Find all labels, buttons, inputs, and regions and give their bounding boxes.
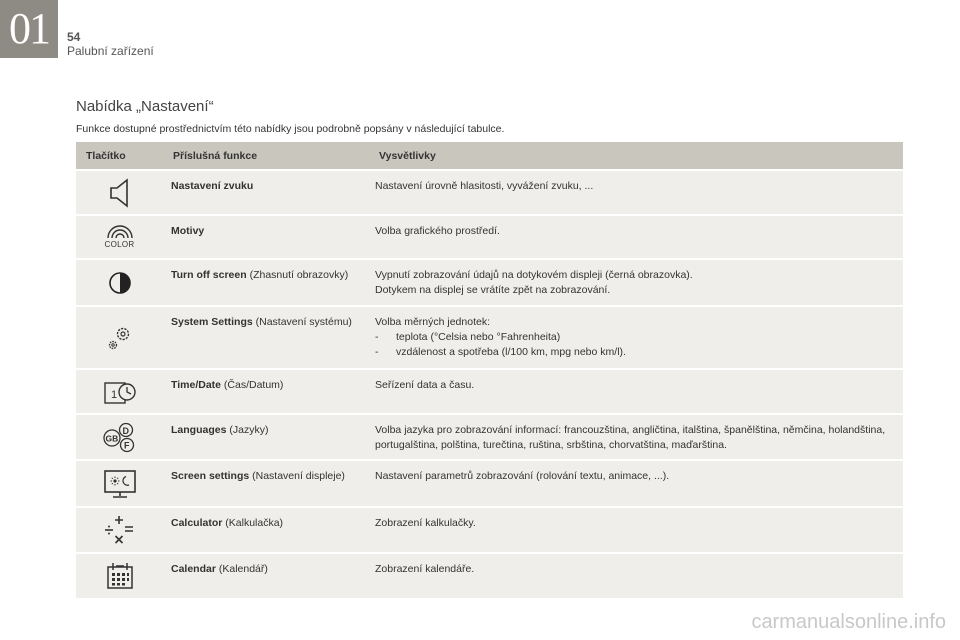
explanation-cell: Seřízení data a času. <box>369 369 903 414</box>
function-cell: Motivy <box>163 215 369 259</box>
explanation-cell: Nastavení úrovně hlasitosti, vyvážení zvuku, ... <box>369 170 903 215</box>
page-subtitle: Palubní zařízení <box>67 44 154 58</box>
header-explanation: Vysvětlivky <box>369 142 903 170</box>
function-cell: Nastavení zvuku <box>163 170 369 215</box>
header-button: Tlačítko <box>76 142 163 170</box>
function-cell: Calculator (Kalkulačka) <box>163 507 369 553</box>
table-row <box>76 460 903 507</box>
explanation-cell: Volba měrných jednotek: - teplota (°Celsia nebo °Fahrenheita) - vzdálenost a spotřeba (l/100 km, mpg nebo km/l). <box>369 306 903 369</box>
table-row <box>76 553 903 598</box>
table-row <box>76 414 903 460</box>
section-title: Nabídka „Nastavení“ <box>76 98 214 115</box>
watermark: carmanualsonline.info <box>751 611 946 633</box>
explanation-cell: Zobrazení kalkulačky. <box>369 507 903 553</box>
table-row <box>76 215 903 259</box>
half-circle-icon <box>76 259 163 306</box>
color-label: COLOR <box>104 239 135 249</box>
table-row <box>76 369 903 414</box>
calendar-icon <box>76 553 163 598</box>
list-item: - vzdálenost a spotřeba (l/100 km, mpg nebo km/l). <box>375 346 626 358</box>
explanation-cell: Volba grafického prostředí. <box>369 215 903 259</box>
languages-icon <box>76 414 163 460</box>
explanation-cell: Volba jazyka pro zobrazování informací: francouzština, angličtina, italština, španělština, němčina, holandština, portugalština, polština, turečtina, ruština, srbština, chorvatština, maďarština. <box>369 414 903 460</box>
svg-text:F: F <box>123 440 129 451</box>
table-row <box>76 507 903 553</box>
table-row <box>76 170 903 215</box>
svg-text:D: D <box>122 426 129 436</box>
svg-text:GB: GB <box>105 433 118 444</box>
screen-settings-icon <box>76 460 163 507</box>
function-cell: Time/Date (Čas/Datum) <box>163 369 369 414</box>
function-cell: Languages (Jazyky) <box>163 414 369 460</box>
function-cell: System Settings (Nastavení systému) <box>163 306 369 369</box>
color-theme-icon <box>76 215 163 259</box>
function-cell: Calendar (Kalendář) <box>163 553 369 598</box>
table-row <box>76 306 903 369</box>
header-function: Příslušná funkce <box>163 142 369 170</box>
table-row <box>76 259 903 306</box>
page-number: 54 <box>67 30 81 44</box>
explanation-cell: Nastavení parametrů zobrazování (rolování textu, animace, ...). <box>369 460 903 507</box>
svg-text:1: 1 <box>110 388 117 401</box>
section-intro: Funkce dostupné prostřednictvím této nabídky jsou podrobně popsány v následující tabulce. <box>76 123 505 135</box>
speaker-icon <box>76 170 163 215</box>
function-cell: Screen settings (Nastavení displeje) <box>163 460 369 507</box>
explanation-cell: Zobrazení kalendáře. <box>369 553 903 598</box>
calendar-clock-icon <box>76 369 163 414</box>
list-item: - teplota (°Celsia nebo °Fahrenheita) <box>375 331 561 343</box>
settings-table <box>76 142 903 598</box>
function-cell: Turn off screen (Zhasnutí obrazovky) <box>163 259 369 306</box>
gears-icon <box>76 306 163 369</box>
explanation-cell: Vypnutí zobrazování údajů na dotykovém displeji (černá obrazovka). Dotykem na displej se vrátíte zpět na zobrazování. <box>369 259 903 306</box>
calculator-icon <box>76 507 163 553</box>
chapter-tab: 01 <box>0 0 58 58</box>
table-header-row <box>76 142 903 170</box>
